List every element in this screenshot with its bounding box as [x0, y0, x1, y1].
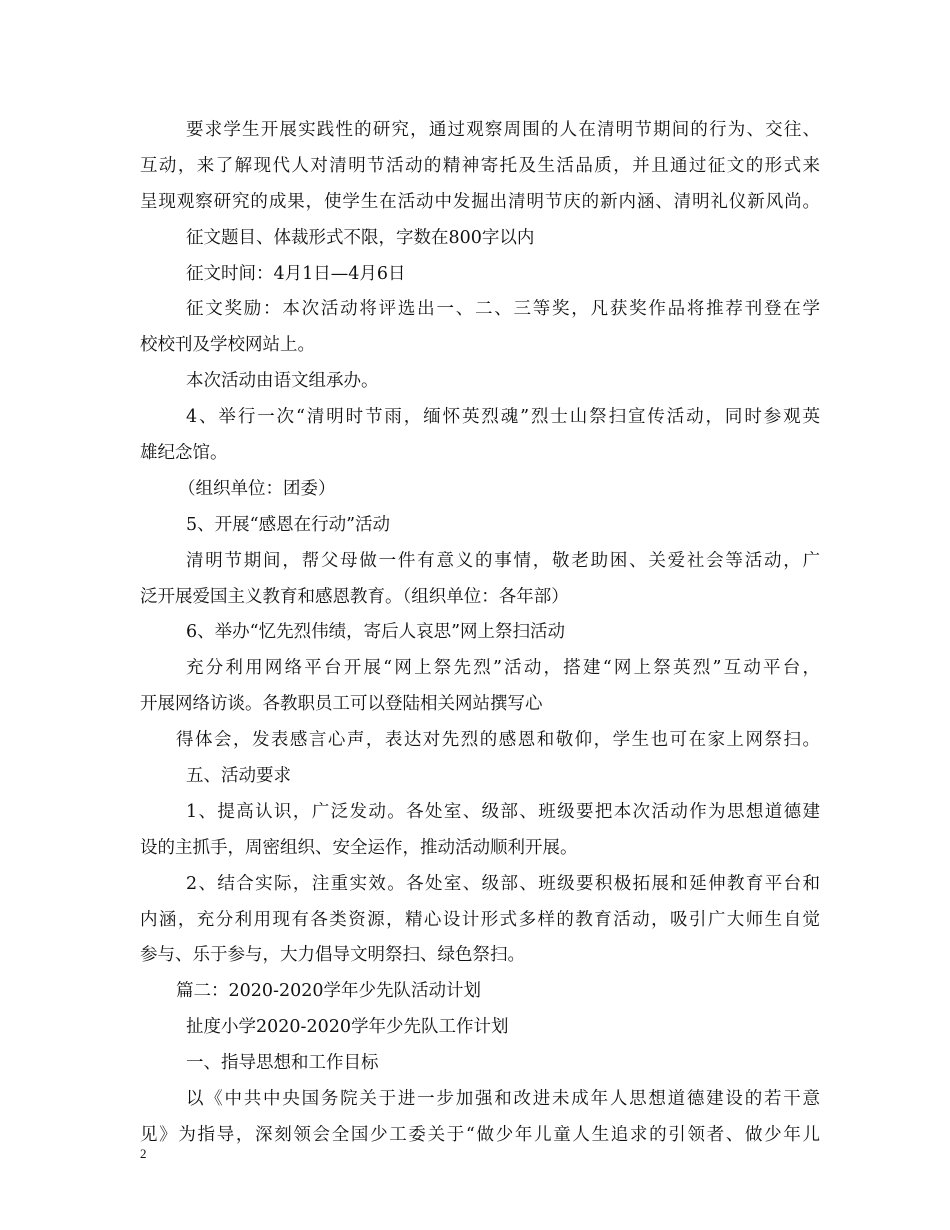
text-line: 互动，来了解现代人对清明节活动的精神寄托及生活品质，并且通过征文的形式来 [140, 155, 820, 176]
text-line: 清明节期间，帮父母做一件有意义的事情，敬老助困、关爱社会等活动，广 [186, 550, 820, 571]
text-line: 参与、乐于参与，大力倡导文明祭扫、绿色祭扫。 [140, 945, 525, 966]
text-line: 校校刊及学校网站上。 [140, 335, 315, 356]
text-line: 征文时间：4月1日—4月6日 [186, 263, 406, 284]
text-line: 本次活动由语文组承办。 [186, 371, 379, 392]
text-line: 开展网络访谈。各教职员工可以登陆相关网站撰写心 [140, 694, 543, 715]
text-line: 内涵，充分利用现有各类资源，精心设计形式多样的教育活动，吸引广大师生自觉 [140, 909, 820, 930]
text-line: 6、举办“忆先烈伟绩，寄后人哀思”网上祭扫活动 [186, 622, 566, 643]
text-line: 要求学生开展实践性的研究，通过观察周围的人在清明节期间的行为、交往、 [186, 120, 820, 140]
text-line: （组织单位：团委） [178, 478, 336, 499]
section-heading: 五、活动要求 [186, 766, 291, 787]
text-line: 设的主抓手，周密组织、安全运作，推动活动顺利开展。 [140, 837, 578, 858]
text-line: 4、举行一次“清明时节雨，缅怀英烈魂”烈士山祭扫宣传活动，同时参观英 [186, 407, 820, 428]
text-line: 以《中共中央国务院关于进一步加强和改进未成年人思想道德建设的若干意 [186, 1089, 820, 1110]
text-line: 充分利用网络平台开展“网上祭先烈”活动，搭建“网上祭英烈”互动平台， [186, 658, 820, 679]
text-line: 雄纪念馆。 [140, 443, 228, 464]
section-heading: 篇二：2020-2020学年少先队活动计划 [176, 981, 481, 1002]
text-line: 1、提高认识，广泛发动。各处室、级部、班级要把本次活动作为思想道德建 [186, 801, 820, 822]
document-title: 扯度小学2020-2020学年少先队工作计划 [186, 1017, 509, 1038]
text-line: 5、开展“感恩在行动”活动 [186, 514, 391, 535]
section-heading: 一、指导思想和工作目标 [186, 1053, 379, 1074]
text-line: 泛开展爱国主义教育和感恩教育。（组织单位：各年部） [140, 586, 569, 607]
body-text [140, 113, 820, 1154]
text-line: 征文题目、体裁形式不限，字数在800字以内 [186, 227, 535, 248]
text-line: 征文奖励：本次活动将评选出一、二、三等奖，凡获奖作品将推荐刊登在学 [186, 299, 820, 320]
text-line: 见》为指导，深刻领会全国少工委关于“做少年儿童人生追求的引领者、做少年儿 [140, 1124, 820, 1145]
text-line: 得体会，发表感言心声，表达对先烈的感恩和敬仰，学生也可在家上网祭扫。 [176, 730, 820, 751]
page-number: 2 [140, 1146, 147, 1161]
text-line: 呈现观察研究的成果，使学生在活动中发掘出清明节庆的新内涵、清明礼仪新风尚。 [140, 191, 820, 212]
text-line: 2、结合实际，注重实效。各处室、级部、班级要积极拓展和延伸教育平台和 [186, 873, 820, 894]
